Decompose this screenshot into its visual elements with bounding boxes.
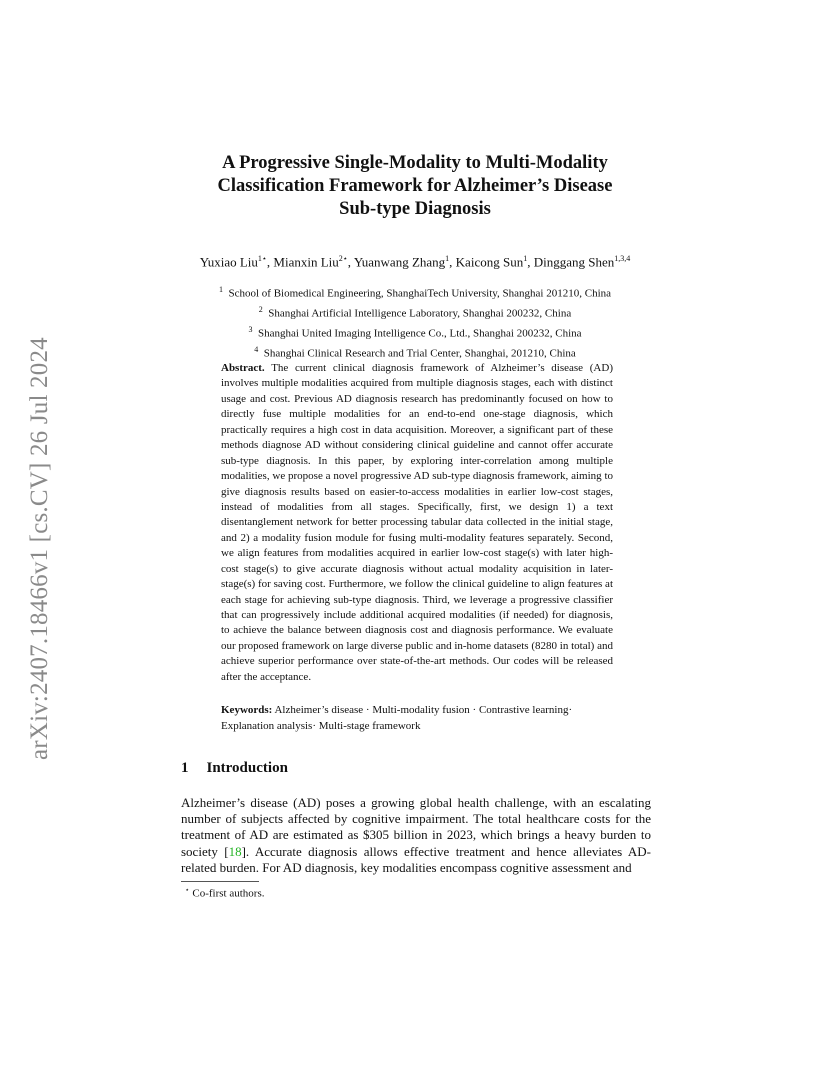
author-name: Yuanwang Zhang — [353, 254, 446, 270]
section-title: Introduction — [206, 760, 288, 776]
paper-title — [160, 152, 670, 221]
footnote — [185, 886, 265, 900]
intro-text: Alzheimer’s disease (AD) poses a growing global health challenge, with an escalating number of subjects affected by cognitive impairment. The total healthcare costs for the treatment of AD are estimated as $305 billion in 2023, which brings a heavy burden to society [ — [181, 795, 651, 859]
affiliation-item — [130, 282, 700, 302]
abstract-label: Abstract. — [221, 362, 265, 374]
author-affil-mark: 1⋆ — [257, 254, 267, 263]
author-name: Kaicong Sun — [455, 254, 524, 270]
abstract-text: The current clinical diagnosis framework of Alzheimer’s disease (AD) involves multiple modalities acquired from multiple diagnosis stages, each with distinct usage and cost. Previous AD diagnosis research has predominantly focused on how to directly fuse multiple modalities for an end-to-end one-stage diagnosis, which practically requires a high cost in data acquisition. Moreover, a significant part of these methods diagnose AD without considering clinical guideline and cannot offer accurate sub-type diagnosis. In this paper, by exploring inter-correlation among multiple modalities, we propose a novel progressive AD sub-type diagnosis framework, aiming to give diagnosis results based on easier-to-access modalities in earlier low-cost stages, instead of modalities from all stages. Specifically, first, we design 1) a text disentanglement network for better processing tabular data collected in the initial stage, and 2) a modality fusion module for fusing multi-modality features separately. Second, we align features from modalities acquired in earlier low-cost stage(s) with later high-cost stage(s) to give accurate diagnosis without actual modality acquisition in later-stage(s) for saving cost. Furthermore, we follow the clinical guideline to align features at each stage for achieving sub-type diagnosis. Third, we leverage a progressive classifier that can progressively include additional acquired modalities (if needed) for diagnosis, to achieve the balance between diagnosis cost and diagnosis performance. We evaluate our proposed framework on large diverse public and in-home datasets (8280 in total) and achieve superior performance over state-of-the-art methods. Our codes will be released after the acceptance. — [221, 362, 613, 683]
citation-link[interactable]: 18 — [228, 843, 242, 859]
affiliation-mark: 3 — [248, 324, 253, 334]
affiliation-item — [130, 302, 700, 322]
title-line: Classification Framework for Alzheimer’s Disease — [217, 176, 613, 196]
title-line: A Progressive Single-Modality to Multi-Modality — [222, 153, 608, 173]
section-number: 1 — [181, 760, 189, 776]
affiliation-text: School of Biomedical Engineering, ShanghaiTech University, Shanghai 201210, China — [228, 287, 612, 300]
keywords-label: Keywords: — [221, 704, 273, 716]
keywords — [221, 703, 613, 734]
author-affil-mark: 1 — [523, 254, 528, 263]
author-name: Yuxiao Liu — [199, 254, 258, 270]
footnote-divider — [181, 881, 259, 882]
affiliation-mark: 1 — [218, 285, 223, 294]
author-affil-mark: 1 — [445, 254, 450, 263]
affiliation-item — [130, 342, 700, 362]
affiliation-list — [130, 282, 700, 362]
title-line: Sub-type Diagnosis — [339, 199, 491, 219]
affiliation-mark: 4 — [254, 344, 259, 354]
intro-text: ]. Accurate diagnosis allows effective treatment and hence alleviates AD-related burden. For AD diagnosis, key modalities encompass cognitive assessment and — [181, 843, 651, 875]
affiliation-text: Shanghai Clinical Research and Trial Center, Shanghai, 201210, China — [263, 347, 576, 360]
affiliation-text: Shanghai Artificial Intelligence Laboratory, Shanghai 200232, China — [268, 307, 572, 320]
intro-paragraph — [181, 795, 651, 876]
keywords-text: Alzheimer’s disease · Multi-modality fusion · Contrastive learning· Explanation analysis· Multi-stage framework — [221, 704, 573, 732]
author-affil-mark: 2⋆ — [338, 254, 348, 263]
arxiv-identifier-stamp: arXiv:2407.18466v1 [cs.CV] 26 Jul 2024 — [26, 337, 53, 760]
author-name: Dinggang Shen — [533, 254, 615, 270]
affiliation-text: Shanghai United Imaging Intelligence Co., Ltd., Shanghai 200232, China — [257, 327, 582, 340]
author-name: Mianxin Liu — [273, 254, 339, 270]
affiliation-item — [130, 322, 700, 342]
footnote-text: Co-first authors. — [192, 887, 265, 900]
author-affil-mark: 1,3,4 — [614, 254, 631, 263]
affiliation-mark: 2 — [258, 304, 263, 314]
footnote-mark: ⋆ — [185, 886, 190, 894]
abstract — [221, 361, 613, 685]
author-list: Yuxiao Liu$^{1⋆}$, Mianxin Liu$^{2⋆}$, Yuanwang Zhang$^1$, Kaicong Sun$^1$, Dinggang Shen$^{1,3,4}$ — [199, 254, 631, 270]
section-heading — [181, 760, 288, 777]
